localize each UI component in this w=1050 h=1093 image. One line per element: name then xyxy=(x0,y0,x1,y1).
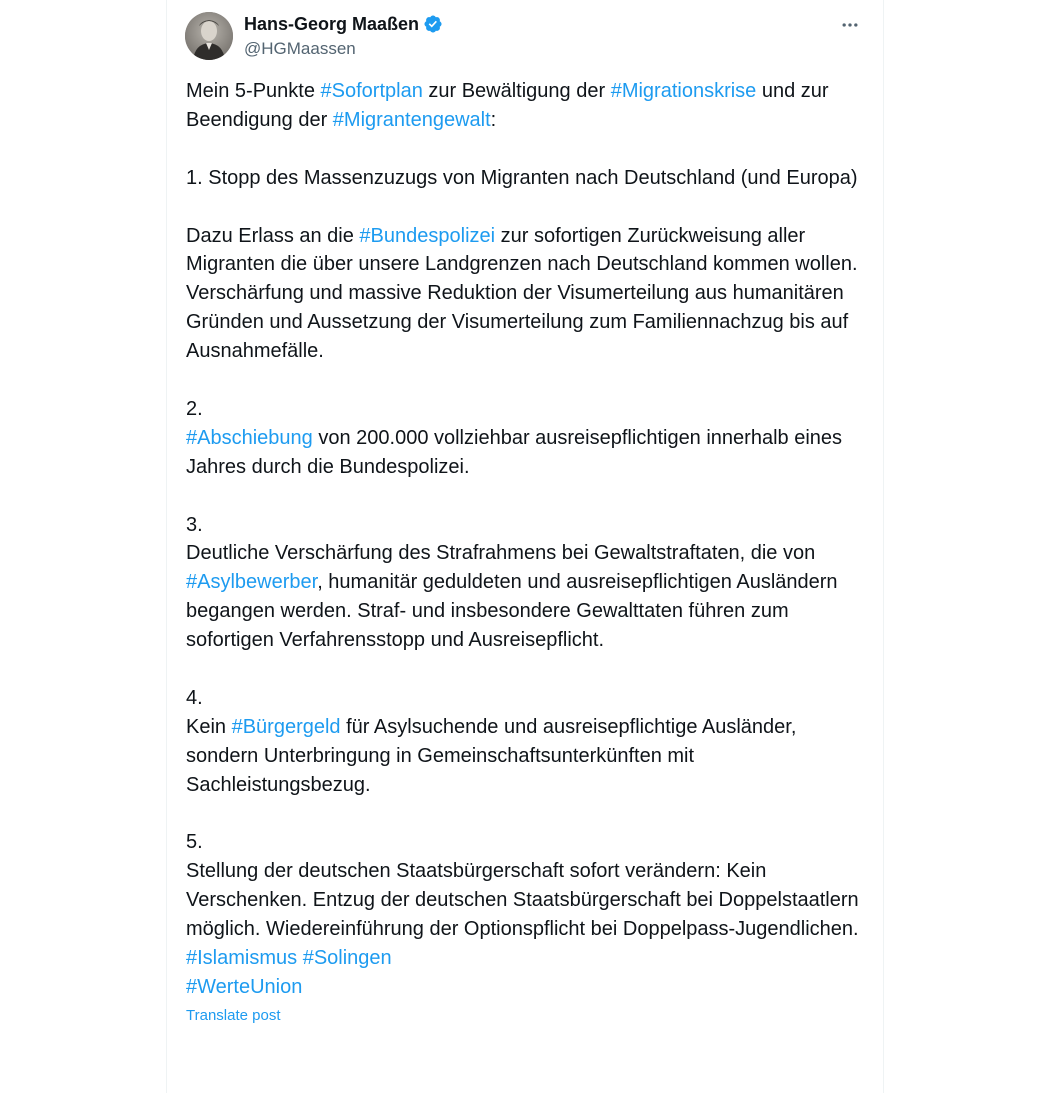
paragraph-gap xyxy=(186,800,866,829)
paragraph-gap xyxy=(186,482,866,511)
point5-body: Stellung der deutschen Staatsbürgerschaft sofort verändern: Kein Verschenken. Entzug der deutschen Staatsbürgerschaft bei Doppelstaatlern möglich. Wiedereinführung der Optionspflicht bei Doppelpass-Jugendlichen. xyxy=(186,860,859,941)
hashtag-link[interactable]: #Asylbewerber xyxy=(186,571,318,594)
avatar-image xyxy=(185,12,233,60)
text-segment: Dazu Erlass an die xyxy=(186,224,360,247)
text-segment: zur sofortigen Zurückweisung aller Migranten die über unsere Landgrenzen nach Deutschland kommen wollen. Verschärfung und massive Reduktion der Visumerteilung aus humanitären Gründen und Aussetzung der Visumerteilung zum Familiennachzug bis auf Ausnahmefälle. xyxy=(186,224,858,363)
point2-number: 2. xyxy=(186,397,203,420)
hashtag-link[interactable]: #Sofortplan xyxy=(320,80,423,102)
text-segment: von 200.000 vollziehbar ausreisepflichtigen innerhalb eines Jahres durch die Bundespolizei. xyxy=(186,426,843,478)
text-segment: : xyxy=(490,108,497,131)
more-options-button[interactable] xyxy=(835,12,865,38)
hashtag-link[interactable]: #Bundespolizei xyxy=(359,224,496,247)
point4-number: 4. xyxy=(186,686,203,709)
text-segment: und zur Beendigung der xyxy=(186,80,829,131)
point3-number: 3. xyxy=(186,513,203,536)
text-segment: Mein 5-Punkte xyxy=(186,80,321,102)
point2-body xyxy=(186,424,866,482)
point5-number: 5. xyxy=(186,831,203,854)
paragraph-gap xyxy=(186,193,866,222)
text-segment: Deutliche Verschärfung des Strafrahmens bei Gewaltstraftaten, die von xyxy=(186,542,816,565)
avatar[interactable] xyxy=(185,12,233,60)
user-handle[interactable]: @HGMaassen xyxy=(244,39,356,58)
author-info xyxy=(244,12,443,61)
text-segment: , humanitär geduldeten und ausreisepflichtigen Ausländern begangen werden. Straf- und insbesondere Gewalttaten führen zum sofortigen Verfahrensstopp und Ausreisepflicht. xyxy=(186,571,838,652)
hashtag-link[interactable]: #Migrationskrise xyxy=(610,80,757,102)
hashtag-link[interactable]: #Islamismus xyxy=(186,947,298,970)
point1-heading: 1. Stopp des Massenzuzugs von Migranten nach Deutschland (und Europa) xyxy=(186,166,858,189)
text-segment: für Asylsuchende und ausreisepflichtige Ausländer, sondern Unterbringung in Gemeinschaftsunterkünften mit Sachleistungsbezug. xyxy=(186,715,797,796)
hashtag-line xyxy=(186,973,866,1002)
translate-post-link[interactable]: Translate post xyxy=(186,1006,281,1024)
point1-body xyxy=(186,222,866,367)
paragraph-gap xyxy=(186,135,866,164)
post-text xyxy=(186,77,866,1026)
paragraph-gap xyxy=(186,366,866,395)
hashtag-link[interactable]: #Abschiebung xyxy=(186,426,313,449)
post-card xyxy=(166,0,884,1093)
hashtag-link[interactable]: #Bürgergeld xyxy=(231,715,341,738)
hashtag-link[interactable]: #Solingen xyxy=(302,947,392,970)
point4-body xyxy=(186,713,866,800)
hashtag-link[interactable]: #WerteUnion xyxy=(186,976,303,998)
post-intro xyxy=(186,77,866,135)
name-row xyxy=(244,12,443,36)
hashtag-link[interactable]: #Migrantengewalt xyxy=(332,108,491,131)
paragraph-gap xyxy=(186,655,866,684)
display-name[interactable]: Hans-Georg Maaßen xyxy=(244,14,420,34)
text-segment: Kein xyxy=(186,715,232,738)
more-horizontal-icon xyxy=(840,15,860,35)
verified-badge-icon[interactable] xyxy=(423,14,443,34)
point3-body xyxy=(186,539,866,655)
hashtag-line xyxy=(186,944,866,973)
text-segment: zur Bewältigung der xyxy=(422,80,611,102)
